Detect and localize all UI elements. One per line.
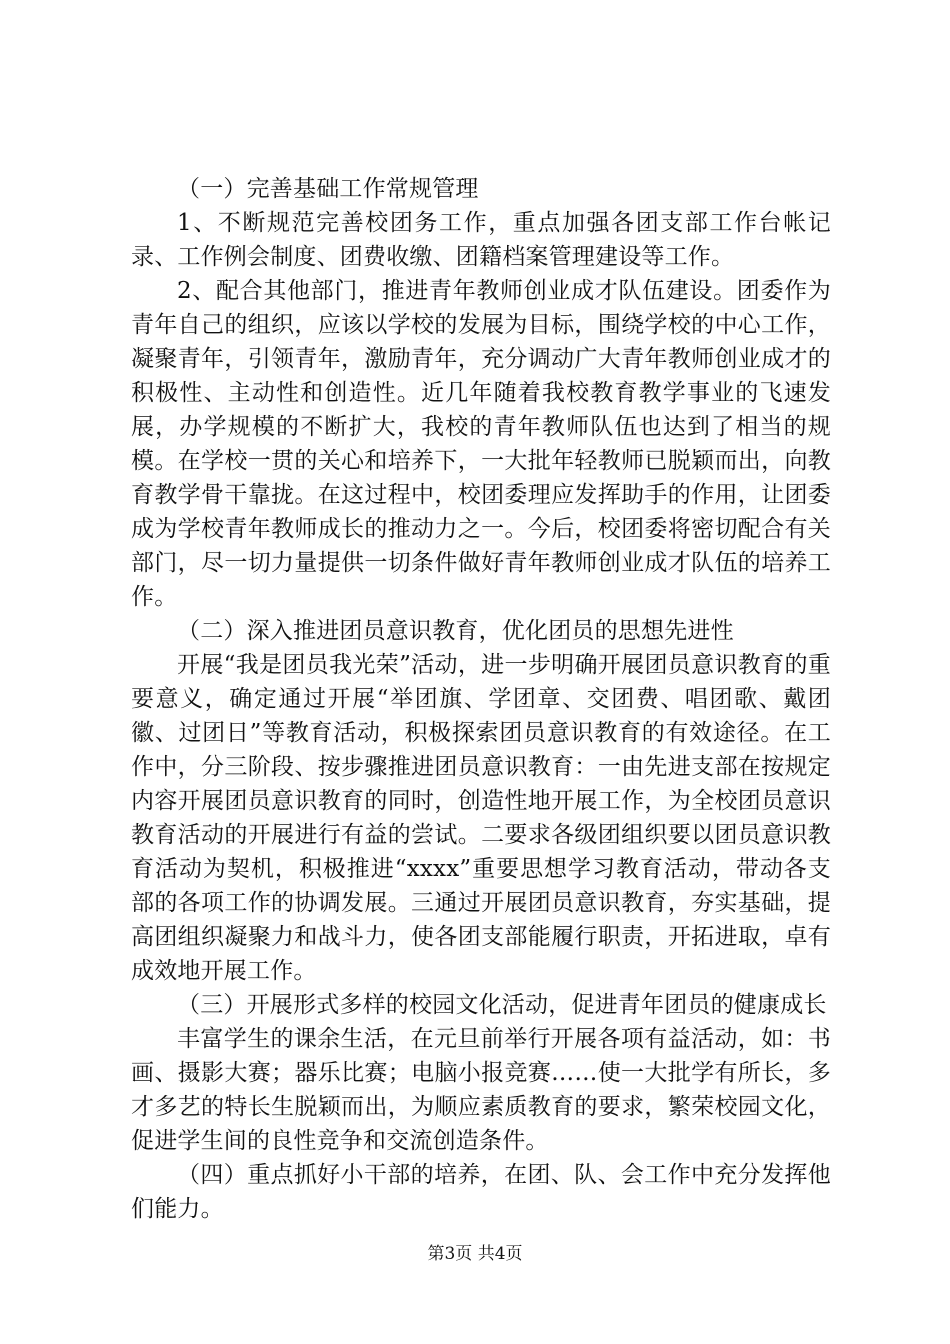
body-paragraph-1: 1、不断规范完善校团务工作，重点加强各团支部工作台帐记录、工作例会制度、团费收缴、团籍档案管理建设等工作。 <box>131 210 831 270</box>
body-paragraph-2: 2、配合其他部门，推进青年教师创业成才队伍建设。团委作为青年自己的组织，应该以学校的发展为目标，围绕学校的中心工作，凝聚青年，引领青年，激励青年，充分调动广大青年教师创业成才的积极性、主动性和创造性。近几年随着我校教育教学事业的飞速发展，办学规模的不断扩大，我校的青年教师队伍也达到了相当的规模。在学校一贯的关心和培养下，一大批年轻教师已脱颖而出，向教育教学骨干靠拢。在这过程中，校团委理应发挥助手的作用，让团委成为学校青年教师成长的推动力之一。今后，校团委将密切配合有关部门，尽一切力量提供一切条件做好青年教师创业成才队伍的培养工作。 <box>131 278 831 610</box>
document-body <box>131 172 831 1226</box>
body-paragraph-4: 丰富学生的课余生活，在元旦前举行开展各项有益活动，如：书画、摄影大赛；器乐比赛；电脑小报竞赛……使一大批学有所长，多才多艺的特长生脱颖而出，为顺应素质教育的要求，繁荣校园文化，促进学生间的良性竞争和交流创造条件。 <box>131 1026 831 1154</box>
section-heading-2: （二）深入推进团员意识教育，优化团员的思想先进性 <box>177 618 734 644</box>
body-paragraph-3: 开展“我是团员我光荣”活动，进一步明确开展团员意识教育的重要意义，确定通过开展“举团旗、学团章、交团费、唱团歌、戴团徽、过团日”等教育活动，积极探索团员意识教育的有效途径。在工作中，分三阶段、按步骤推进团员意识教育：一由先进支部在按规定内容开展团员意识教育的同时，创造性地开展工作，为全校团员意识教育活动的开展进行有益的尝试。二要求各级团组织要以团员意识教育活动为契机，积极推进“xxxx”重要思想学习教育活动，带动各支部的各项工作的协调发展。三通过开展团员意识教育，夯实基础，提高团组织凝聚力和战斗力，使各团支部能履行职责，开拓进取，卓有成效地开展工作。 <box>131 652 831 984</box>
page-footer: 第3页 共4页 <box>427 1244 523 1264</box>
section-heading-3: （三）开展形式多样的校园文化活动，促进青年团员的健康成长 <box>177 992 827 1018</box>
section-heading-1: （一）完善基础工作常规管理 <box>177 176 479 202</box>
section-heading-4: （四）重点抓好小干部的培养，在团、队、会工作中充分发挥他们能力。 <box>131 1162 831 1222</box>
